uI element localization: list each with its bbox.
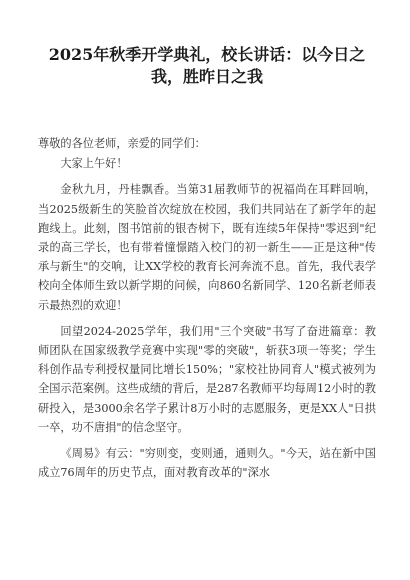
title-block <box>46 44 368 88</box>
paragraph-opening: 金秋九月，丹桂飘香。当第31届教师节的祝福尚在耳畔回响，当2025级新生的笑脸首次绽放在校园，我们共同站在了新学年的起跑线上。此刻，图书馆前的银杏树下，既有连续5年保持"零迟到"纪录的高三学长，也有带着憧憬踏入校门的初一新生——正是这种"传承与新生"的交响，让XX学校的教育长河奔流不息。首先，我代表学校向全体师生致以新学期的问候，向860名新同学、120名新老师表示最热烈的欢迎！ <box>38 183 376 312</box>
paragraph-review: 回望2024-2025学年，我们用"三个突破"书写了奋进篇章：教师团队在国家级教学竞赛中实现"零的突破"，斩获3项一等奖；学生科创作品专利授权量同比增长150%；"家校社协同育人"模式被列为全国示范案例。这些成绩的背后，是287名教师平均每周12小时的教研投入，是3000余名学子累计8万小时的志愿服务，更是XX人"日拱一卒，功不唐捐"的信念坚守。 <box>38 324 376 434</box>
document-body <box>38 134 376 482</box>
document-title: 2025年秋季开学典礼，校长讲话：以今日之我，胜昨日之我 <box>48 45 366 86</box>
greeting: 大家上午好！ <box>60 157 128 171</box>
paragraph-quote: 《周易》有云："穷则变，变则通，通则久。"今天，站在新中国成立76周年的历史节点，面对教育改革的"深水 <box>38 447 376 480</box>
salutation: 尊敬的各位老师，亲爱的同学们： <box>38 137 206 150</box>
